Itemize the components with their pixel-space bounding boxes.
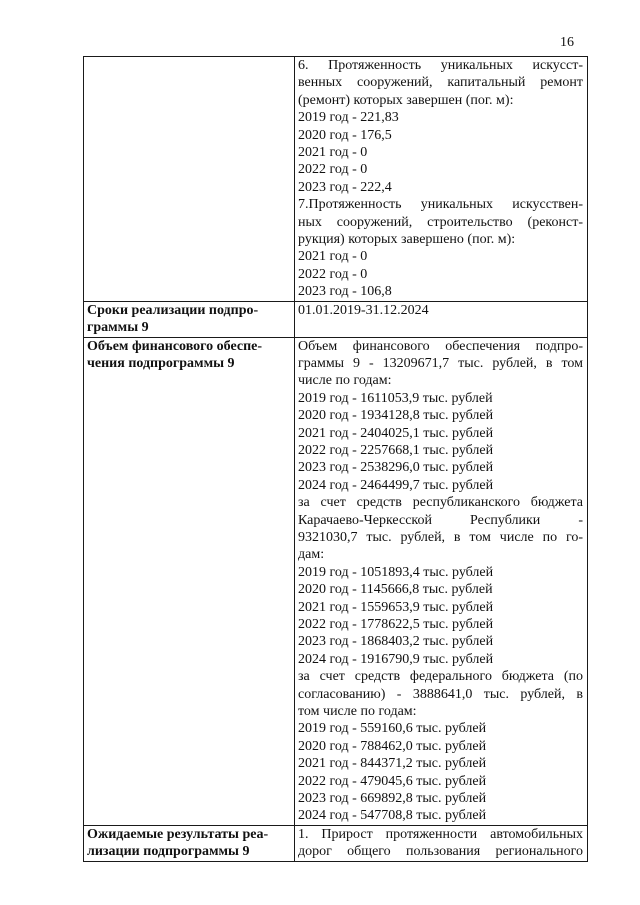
row-value-cell (295, 825, 588, 861)
value-line: Объем финансового обеспечения подпро- (298, 338, 583, 354)
row-value-cell (295, 57, 588, 302)
value-line: 2023 год - 669892,8 тыс. рублей (298, 791, 487, 807)
implementation-period-row (84, 301, 588, 337)
value-line: за счет средств республиканского бюджета (298, 495, 583, 511)
value-line: 2024 год - 2464499,7 тыс. рублей (298, 477, 494, 493)
value-line: граммы 9 - 13209671,7 тыс. рублей, в том (298, 355, 583, 371)
value-line: дам: (298, 547, 325, 563)
expected-results-row (84, 825, 588, 861)
value-line: 2021 год - 0 (298, 145, 368, 161)
row-label-line: граммы 9 (87, 320, 149, 336)
row-label-line: Объем финансового обеспе- (87, 338, 263, 354)
value-line: 2021 год - 844371,2 тыс. рублей (298, 756, 487, 772)
value-line: (ремонт) которых завершен (пог. м): (298, 92, 514, 108)
row-label-cell (84, 57, 295, 302)
row-label-cell (84, 825, 295, 861)
financing-volume-row (84, 337, 588, 825)
value-line: 2019 год - 1051893,4 тыс. рублей (298, 564, 494, 580)
value-line: 2024 год - 1916790,9 тыс. рублей (298, 651, 494, 667)
value-line: 2023 год - 2538296,0 тыс. рублей (298, 460, 494, 476)
value-line: венных сооружений, капитальный ремонт (298, 75, 583, 91)
value-line: 2019 год - 1611053,9 тыс. рублей (298, 390, 493, 406)
value-line: согласованию) - 3888641,0 тыс. рублей, в (298, 686, 583, 702)
value-line: 2021 год - 2404025,1 тыс. рублей (298, 425, 494, 441)
value-line: 2022 год - 2257668,1 тыс. рублей (298, 442, 494, 458)
value-line: 1. Прирост протяженности автомобильных (298, 826, 583, 842)
value-line: рукция) которых завершено (пог. м): (298, 232, 516, 248)
value-line: 9321030,7 тыс. рублей, в том числе по го- (298, 529, 583, 545)
value-line: числе по годам: (298, 373, 392, 389)
value-line: 2022 год - 479045,6 тыс. рублей (298, 773, 487, 789)
row-label-line: Ожидаемые результаты реа- (87, 826, 269, 842)
value-line: Карачаево-Черкесской Республики - (298, 512, 583, 528)
row-label-line: чения подпрограммы 9 (87, 355, 235, 371)
value-line: дорог общего пользования регионального (298, 844, 583, 860)
value-line: 2022 год - 0 (298, 162, 368, 178)
value-line: 7.Протяженность уникальных искусствен- (298, 197, 583, 213)
row-label-cell (84, 301, 295, 337)
value-line: 2021 год - 0 (298, 249, 368, 265)
value-line: 2019 год - 221,83 (298, 110, 399, 126)
row-label-line: лизации подпрограммы 9 (87, 844, 250, 860)
row-label-cell (84, 337, 295, 825)
value-line: 2023 год - 106,8 (298, 284, 392, 300)
value-line: 01.01.2019-31.12.2024 (298, 302, 429, 318)
row-value-cell (295, 301, 588, 337)
row-label-line: Сроки реализации подпро- (87, 302, 259, 318)
value-line: 2021 год - 1559653,9 тыс. рублей (298, 599, 494, 615)
value-line: 2020 год - 1934128,8 тыс. рублей (298, 408, 494, 424)
value-line: 6. Протяженность уникальных искусст- (298, 58, 583, 73)
value-line: 2020 год - 1145666,8 тыс. рублей (298, 582, 493, 598)
value-line: 2020 год - 176,5 (298, 127, 392, 143)
value-line: 2022 год - 1778622,5 тыс. рублей (298, 617, 494, 632)
value-line: 2019 год - 559160,6 тыс. рублей (298, 721, 487, 737)
value-line: том числе по годам: (298, 704, 417, 720)
value-line: за счет средств федерального бюджета (по (298, 669, 583, 685)
page-number: 16 (560, 35, 574, 50)
value-line: 2023 год - 222,4 (298, 179, 392, 195)
value-line: 2022 год - 0 (298, 266, 368, 282)
subprogram-passport-table (83, 56, 588, 862)
value-line: ных сооружений, строительство (реконст- (298, 214, 583, 230)
value-line: 2024 год - 547708,8 тыс. рублей (298, 808, 487, 824)
value-line: 2020 год - 788462,0 тыс. рублей (298, 738, 487, 754)
row-value-cell (295, 337, 588, 825)
indicators-continuation-row (84, 57, 588, 302)
value-line: 2023 год - 1868403,2 тыс. рублей (298, 634, 494, 650)
